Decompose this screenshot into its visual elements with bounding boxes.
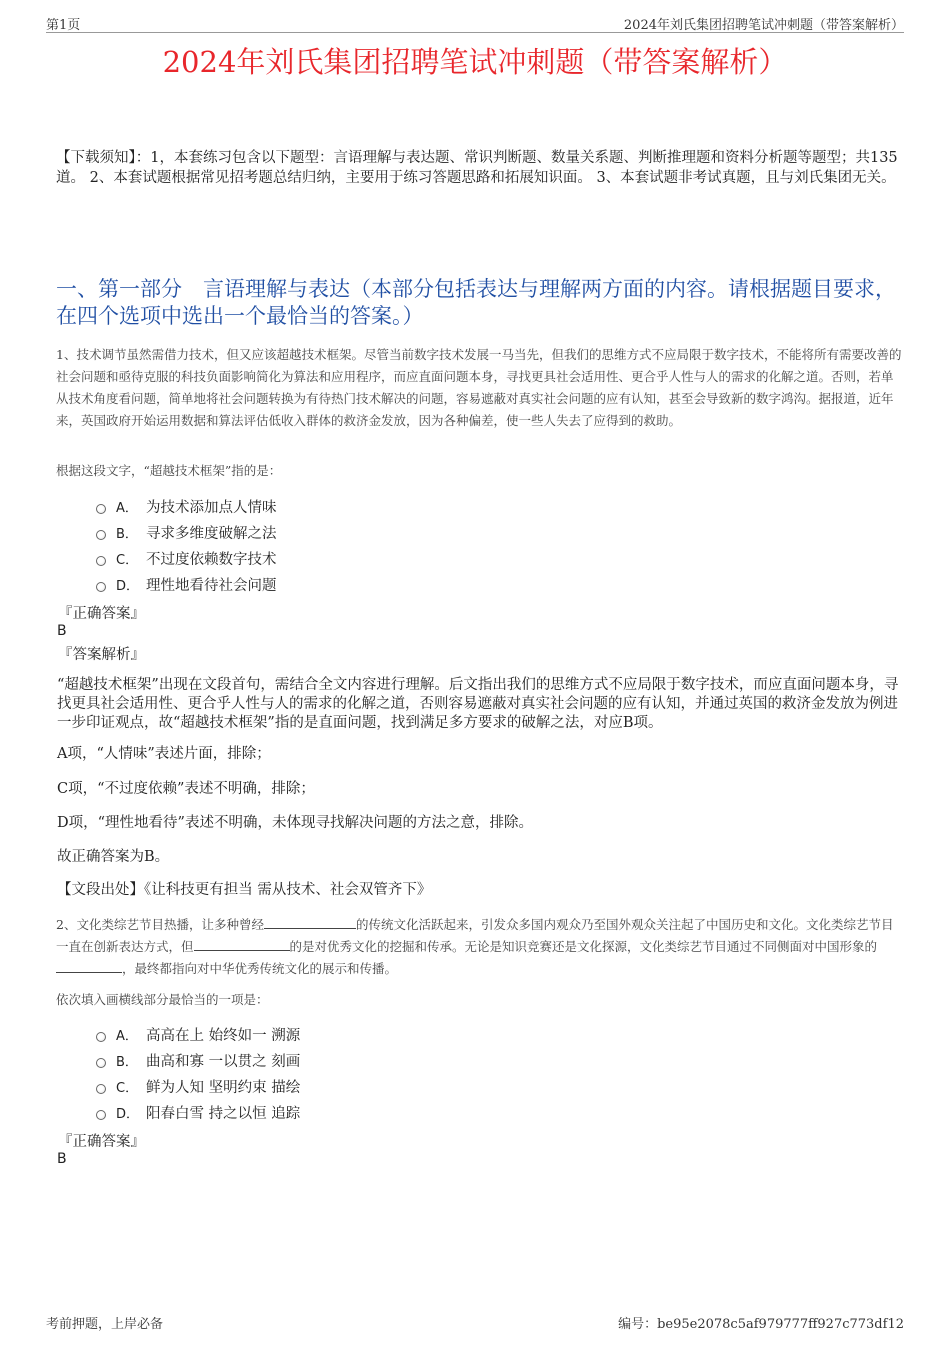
q1-note-a: A项，“人情味”表述片面，排除； xyxy=(57,746,271,762)
q1-analysis: “超越技术框架”出现在文段首句，需结合全文内容进行理解。后文指出我们的思维方式不应局限于数字技术，而应直面问题本身，寻找更具社会适用性、更合乎人性与人的需求的化解之道，否则容易遮蔽对真实社会问题的应有认知，并通过英国的救济金发放为例进一步印证观点，故“超越技术框架”指的是直面问题，找到满足多方要求的破解之法，对应B项。 xyxy=(57,677,899,731)
question-1-text: 1、技术调节虽然需借力技术，但又应该超越技术框架。尽管当前数字技术发展一马当先，但我们的思维方式不应局限于数字技术，不能将所有需要改善的社会问题和亟待克服的科技负面影响简化为算法和应用程序，而应直面问题本身，寻找更具社会适用性、更合乎人性与人的需求的化解之道。否则，若单从技术角度看问题，简单地将社会问题转换为有待热门技术解决的问题，容易遮蔽对真实社会问题的应有认知，甚至会导致新的数字鸿沟。据报道，近年来，英国政府开始运用数据和算法评估低收入群体的救济金发放，因为各种偏差，使一些人失去了应得到的救助。 xyxy=(56,347,902,428)
radio-icon[interactable] xyxy=(96,504,106,514)
option-letter: B． xyxy=(116,526,138,542)
radio-icon[interactable] xyxy=(96,530,106,540)
fill-blank-3 xyxy=(56,960,122,973)
option-text: 不过度依赖数字技术 xyxy=(146,551,277,568)
q2-text-part: ，最终都指向对中华优秀传统文化的展示和传播。 xyxy=(122,961,398,976)
page-number: 第1页 xyxy=(46,18,81,33)
q1-option-c[interactable] xyxy=(96,547,277,569)
q1-analysis-label: 『答案解析』 xyxy=(58,647,145,663)
q2-option-b[interactable] xyxy=(96,1049,300,1071)
option-text: 鲜为人知 坚明约束 描绘 xyxy=(146,1079,301,1096)
section-title: 一、第一部分 言语理解与表达（本部分包括表达与理解两方面的内容。请根据题目要求，在四个选项中选出一个最恰当的答案。） xyxy=(56,277,896,328)
header-doc-title: 2024年刘氏集团招聘笔试冲刺题（带答案解析） xyxy=(623,18,904,33)
footer-slogan: 考前押题，上岸必备 xyxy=(46,1317,164,1332)
q1-answer: B xyxy=(57,623,67,639)
q2-text-part: 2、文化类综艺节目热播，让多种曾经 xyxy=(56,917,264,932)
option-text: 曲高和寡 一以贯之 刻画 xyxy=(146,1053,301,1070)
radio-icon[interactable] xyxy=(96,1032,106,1042)
question-1-prompt: 根据这段文字，“超越技术框架”指的是： xyxy=(56,463,282,478)
option-letter: D． xyxy=(116,578,140,594)
option-text: 高高在上 始终如一 溯源 xyxy=(146,1027,301,1044)
q2-option-d[interactable] xyxy=(96,1101,300,1123)
option-text: 寻求多维度破解之法 xyxy=(146,525,277,542)
q2-option-a[interactable] xyxy=(96,1023,300,1045)
radio-icon[interactable] xyxy=(96,1084,106,1094)
option-letter: A． xyxy=(116,1028,138,1044)
fill-blank-1 xyxy=(264,916,356,929)
option-text: 为技术添加点人情味 xyxy=(146,499,277,516)
q2-text-part: 的传统文化活跃起来，引发众多国内观众乃至国外观众关注起了中国历史和文化。文化类综艺节目一直在创新表达方式，但 xyxy=(56,917,894,954)
download-notice: 【下载须知】：1，本套练习包含以下题型：言语理解与表达题、常识判断题、数量关系题、判断推理题和资料分析题等题型；共135道。 2、本套试题根据常见招考题总结归纳，主要用于练习答题思路和拓展知识面。 3、本套试题非考试真题，且与刘氏集团无关。 xyxy=(56,150,898,186)
question-2-prompt: 依次填入画横线部分最恰当的一项是： xyxy=(56,992,269,1007)
question-2-text xyxy=(56,914,902,980)
q2-answer: B xyxy=(57,1151,67,1167)
option-letter: C． xyxy=(116,552,139,568)
q1-answer-label: 『正确答案』 xyxy=(58,606,145,622)
option-text: 阳春白雪 持之以恒 追踪 xyxy=(146,1105,301,1122)
q2-answer-label: 『正确答案』 xyxy=(58,1134,145,1150)
option-letter: A． xyxy=(116,500,138,516)
header-divider xyxy=(46,32,904,33)
q1-note-c: C项，“不过度依赖”表述不明确，排除； xyxy=(57,781,315,797)
radio-icon[interactable] xyxy=(96,1110,106,1120)
q1-note-d: D项，“理性地看待”表述不明确，未体现寻找解决问题的方法之意，排除。 xyxy=(57,815,533,831)
footer-doc-id: 编号：be95e2078c5af979777ff927c773df12 xyxy=(618,1317,904,1332)
option-letter: C． xyxy=(116,1080,139,1096)
radio-icon[interactable] xyxy=(96,1058,106,1068)
q2-option-c[interactable] xyxy=(96,1075,300,1097)
q2-text-part: 的是对优秀文化的挖掘和传承。无论是知识竞赛还是文化探源，文化类综艺节目通过不同侧面对中国形象的 xyxy=(289,939,878,954)
option-letter: D． xyxy=(116,1106,140,1122)
q1-option-a[interactable] xyxy=(96,495,277,517)
q1-option-d[interactable] xyxy=(96,573,277,595)
fill-blank-2 xyxy=(194,938,290,951)
q1-conclusion: 故正确答案为B。 xyxy=(57,849,170,865)
radio-icon[interactable] xyxy=(96,582,106,592)
radio-icon[interactable] xyxy=(96,556,106,566)
option-text: 理性地看待社会问题 xyxy=(146,577,277,594)
page-title: 2024年刘氏集团招聘笔试冲刺题（带答案解析） xyxy=(162,45,788,79)
option-letter: B． xyxy=(116,1054,138,1070)
q1-option-b[interactable] xyxy=(96,521,277,543)
q1-source: 【文段出处】《让科技更有担当 需从技术、社会双管齐下》 xyxy=(57,882,432,898)
